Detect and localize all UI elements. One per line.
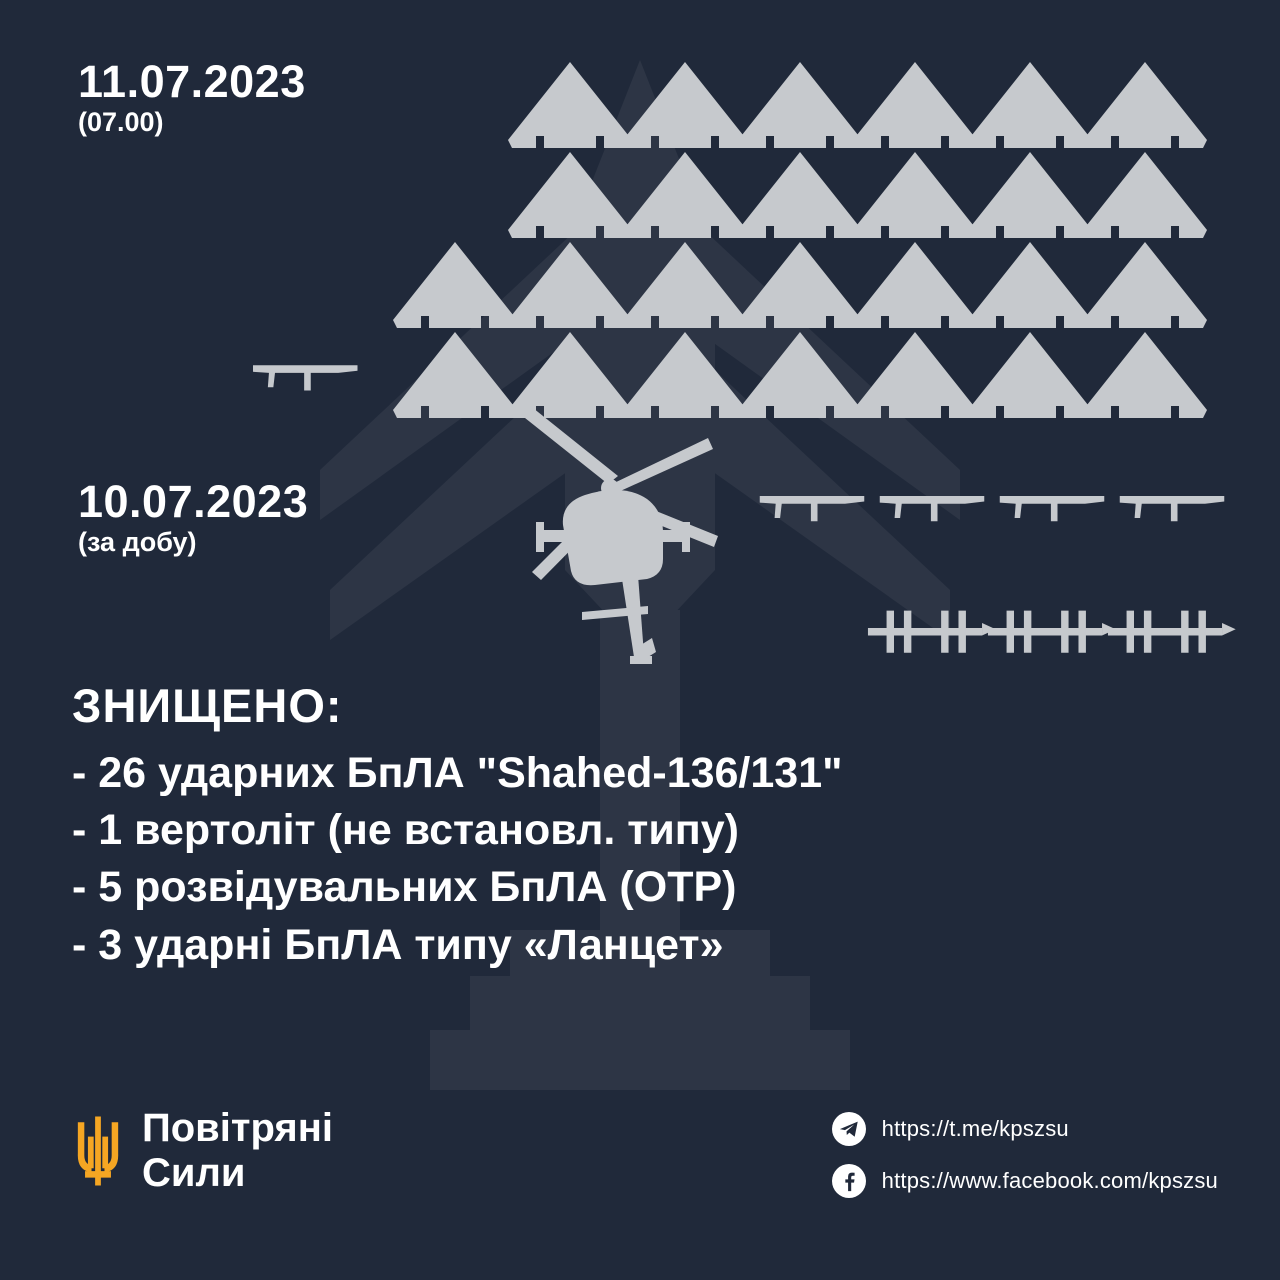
- summary-item-4: - 3 ударні БпЛА типу «Ланцет»: [72, 920, 724, 969]
- trident-icon: [76, 1115, 120, 1187]
- telegram-icon: [832, 1112, 866, 1146]
- facebook-url[interactable]: https://www.facebook.com/kpszsu: [881, 1168, 1218, 1193]
- date-top-value: 11.07.2023: [78, 56, 306, 107]
- pictogram-row-shahed-3: [393, 242, 1207, 328]
- brand-name-line-1: Повітряні: [142, 1106, 333, 1150]
- summary-item-1: - 26 ударних БпЛА "Shahed-136/131": [72, 749, 843, 797]
- brand-name: [142, 1106, 333, 1196]
- date-block-top: [78, 58, 306, 138]
- pictogram-lancet-row: [868, 611, 1236, 653]
- summary-item-3: - 5 розвідувальних БпЛА (ОТР): [72, 863, 737, 912]
- pictogram-row-shahed-4: [393, 332, 1207, 418]
- summary-item-2: - 1 вертоліт (не встановл. типу): [72, 806, 739, 855]
- pictogram-row-shahed-2: [508, 152, 1207, 238]
- pictogram-row-shahed-1: [508, 62, 1207, 148]
- brand-block: [76, 1106, 333, 1196]
- facebook-icon: [832, 1164, 866, 1198]
- telegram-url[interactable]: https://t.me/kpszsu: [881, 1116, 1069, 1141]
- brand-name-line-2: Сили: [142, 1150, 246, 1195]
- summary-heading: ЗНИЩЕНО:: [72, 679, 343, 732]
- date-block-bottom: [78, 478, 308, 558]
- background-emblem-watermark: [260, 50, 1020, 1230]
- pictogram-helicopter: [520, 404, 718, 664]
- date-top-note: (07.00): [78, 107, 164, 138]
- facebook-link[interactable]: [832, 1164, 1218, 1198]
- pictogram-recon-row-1: [253, 365, 358, 390]
- pictogram-recon-row-2: [760, 496, 1225, 521]
- social-links: [832, 1112, 1218, 1216]
- summary-block: [72, 678, 1212, 974]
- telegram-link[interactable]: [832, 1112, 1218, 1146]
- date-bottom-note: (за добу): [78, 527, 197, 558]
- date-bottom-value: 10.07.2023: [78, 476, 309, 527]
